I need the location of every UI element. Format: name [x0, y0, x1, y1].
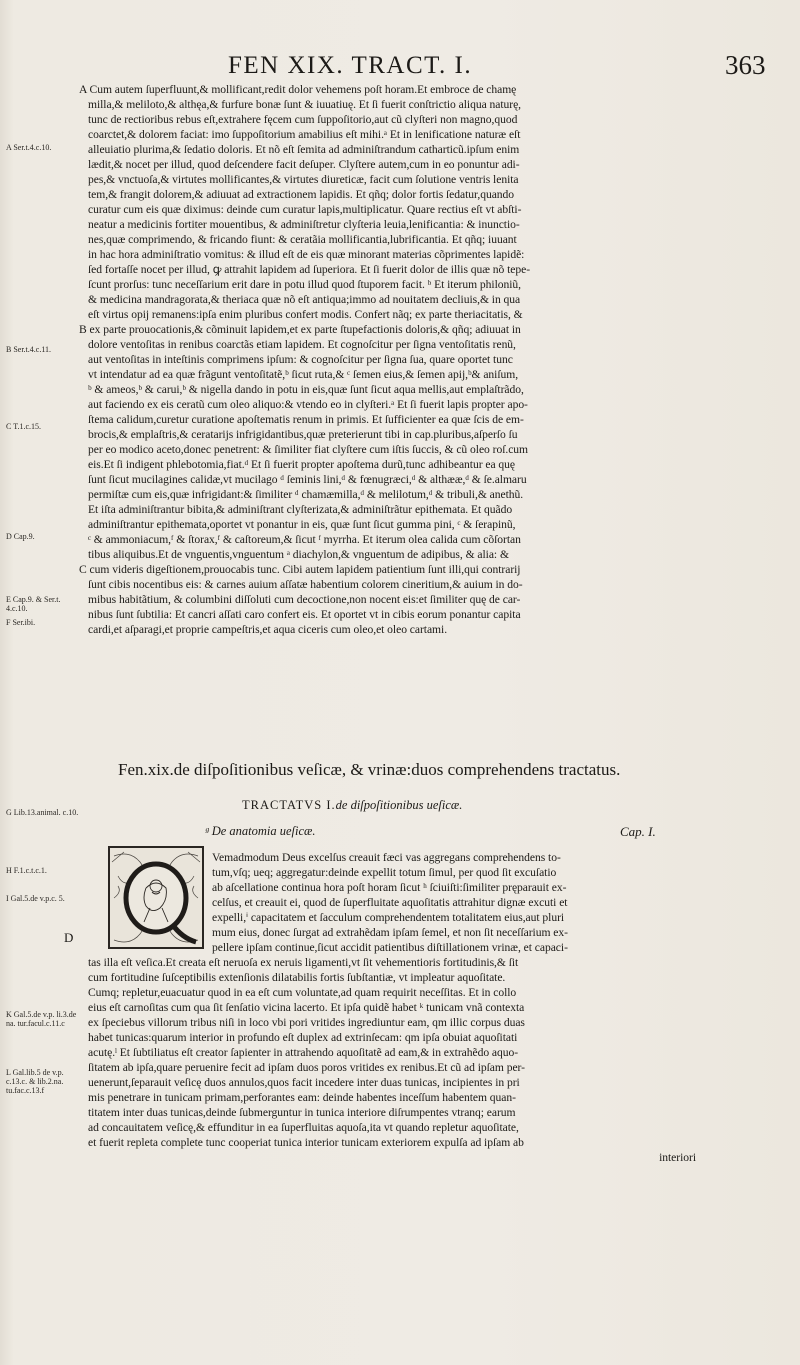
- text-line: cum fortitudine ſuſceptibilis extenſionis dilatabilis fortis ſubſtantiæ, vt impleatur aquoſitate.: [88, 971, 506, 984]
- text-line: pes,& vnctuoſa,& virtutes mollificantes,& virtutes diureticæ, facit cum ſolutione ventris lenita: [88, 173, 519, 186]
- margin-note: L Gal.lib.5 de v.p. c.13.c. & lib.2.na. tu.fac.c.13.f: [6, 1068, 64, 1095]
- margin-note: C T.1.c.15.: [6, 422, 42, 431]
- text-line: uenerunt,ſeparauit veſicę duos annulos,quos facit incedere inter duas tunicas, incipientes in pri: [88, 1076, 520, 1089]
- text-line: ex ſpeciebus villorum tribus niſi in loco vbi pori vritides ingrediuntur eam, qm illic corpus duas: [88, 1016, 525, 1029]
- text-line: A Cum autem ſuperfluunt,& mollificant,redit dolor vehemens poſt horam.Et embroce de chamę: [79, 83, 517, 96]
- text-line: ᶜ & ammoniacum,ᶠ & ſtorax,ᶠ & caſtoreum,& ſicut ᶠ myrrha. Et iterum olea calida cum cõſortan: [88, 533, 521, 546]
- decorated-initial: [108, 846, 204, 949]
- text-line: ad concauitatem veſicę,& effunditur in ea ſuperfluitas aquoſa,ita vt quando repletur aquoſitate,: [88, 1121, 519, 1134]
- text-line: permiſtæ cum eis,quæ infrigidant:& ſimiliter ᵈ chamæmilla,ᵈ & melilotum,ᵈ & tribuli,& anethũ.: [88, 488, 524, 501]
- text-line: aut ventoſitas in inteſtinis comprimens ipſum: & cognoſcitur per ſigna ſua, quare oportet tunc: [88, 353, 513, 366]
- text-line: Et iſta adminiſtrantur bibita,& adminiſtrant clyſterizata,& adminiſtrãtur epithemata. Et quãdo: [88, 503, 513, 516]
- text-line: alleuiatio plurima,& ſedatio doloris. Et nõ eſt ſemita ad adminiſtrandum catharticũ.ipſum enim: [88, 143, 520, 156]
- text-line: tem,& frangit dolorem,& adiuuat ad extractionem lapidis. Et qñq; dolor fortis ſedatur,quando: [88, 188, 515, 201]
- tractate-label: TRACTATVS I.: [242, 798, 336, 812]
- text-line: adminiſtrantur epithemata,oportet vt ponantur in eis, quæ ſunt ſicut gummа pini, ᶜ & ſerapinũ,: [88, 518, 516, 531]
- running-head: FEN XIX. TRACT. I.: [228, 52, 473, 79]
- text-line: titatem inter duas tunicas,deinde ſubmerguntur in tunica interiore diſrumpentes vtranq; earum: [88, 1106, 516, 1119]
- text-line: eius eſt carnoſitas cum qua ſit ſenſatio vicina lacerto. Et ipſa quidẽ habet ᵏ tunicam vnã contexta: [88, 1001, 525, 1014]
- text-line: mum eius, donec ſurgat ad extrahẽdam ipſam ſemel, et non ſit neceſſarium ex-: [212, 926, 568, 939]
- text-line: ſcunt prorſus: tunc neceſſarium erit dare in potu illud quod ſtuporem facit. ᵇ Et iterum philoniũ,: [88, 278, 522, 291]
- page-number: 363: [725, 50, 766, 80]
- text-line: ſitatem ab ipſa,quare peruenire fecit ad ipſam duos poros vritides ex renibus.Et cũ ad ipſam per-: [88, 1061, 525, 1074]
- margin-note: H F.1.c.t.c.1.: [6, 866, 47, 875]
- text-line: tibus aliquibus.Et de vnguentis,vnguentum ᵃ diachylon,& vnguentum de adipibus, & alia: &: [88, 548, 509, 561]
- text-line: brocis,& emplaſtris,& ceratarijs infrigidantibus,quæ preterierunt tibi in cap.pluribus,aſperſo ſu: [88, 428, 518, 441]
- text-line: lædit,& nocet per illud, quod deſcendere facit deſuper. Clyſtere autem,cum in eo ponuntur adi-: [88, 158, 520, 171]
- tractate-heading: [242, 798, 462, 813]
- text-line: tum,vſq; ueq; aggregatur:deinde expellit totum ſimul, per quod ſit excuſatio: [212, 866, 557, 879]
- text-line: ᵇ & ameos,ᵇ & carui,ᵇ & nigella dando in potu in eis,quæ ſunt ſicut aqua mellis,aut emplaſtrãdo,: [88, 383, 524, 396]
- text-line: milla,& meliloto,& althęa,& furfure bonæ ſunt & iuuatiuę. Et ſi fuerit conſtrictio aliqua naturę,: [88, 98, 522, 111]
- text-line: Vemadmodum Deus excelſus creauit fæci vas aggregans comprehendens to-: [212, 851, 561, 864]
- text-line: expelli,ⁱ capacitatem et ſacculum comprehendentem totalitatem eius,aut pluri: [212, 911, 565, 924]
- text-line: pellere ipſam continue,ſicut accidit patientibus diſtillationem vrinæ, et capaci-: [212, 941, 568, 954]
- text-line: mibus habitãtium, & columbini diſſoluti cum decoctione,non nocent eis:et ſimiliter quę de car-: [88, 593, 521, 606]
- text-line: interiori: [659, 1151, 696, 1164]
- text-line: & medicina mandragorata,& theriaca quæ nõ eſt antiqua;immo ad nouitatem decliuis,& in qua: [88, 293, 521, 306]
- main-text-initial-lines: [212, 850, 720, 955]
- text-line: in hac hora adminiſtratio vomitus: & illud eſt de eis quæ minorant materias cõprimentes lapidẽ:: [88, 248, 525, 261]
- text-line: eſt virtus opij remanens:ipſa enim pluribus confert modis. Confert nãq; ex parte theriacitatis, &: [88, 308, 523, 321]
- text-line: coarctet,& dolorem faciat: imo ſuppoſitorium amabilius eſt mihi.ᵃ Et in lenificatione naturæ eſt: [88, 128, 521, 141]
- text-line: celſus, et creauit ei, quod de ſuperfluitate aquoſitatis attrahitur dignæ excuti et: [212, 896, 568, 909]
- text-line: nibus ſunt ſubtilia: Et cancri aſſati caro confert eis. Et oportet vt in cibis eorum ponantur capita: [88, 608, 521, 621]
- text-line: neatur a medicinis fortiter mouentibus, & adminiſtretur clyſteria leuia,lenificantia: & inunctio-: [88, 218, 520, 231]
- text-line: per eo modico aceto,donec penetrent: & ſimiliter fiat clyſtere cum iſtis ſuccis, & cũ oleo roſ.cum: [88, 443, 529, 456]
- text-line: curatur cum eis quæ diximus: deinde cum curatur lapis,multiplicatur. Quare rectius eſt vt abſti-: [88, 203, 522, 216]
- text-line: Cumq; repletur,euacuatur quod in ea eſt cum voluntate,ad quam requirit neceſſitas. Et in collo: [88, 986, 517, 999]
- marginal-notes: [0, 0, 80, 1365]
- margin-note: G Lib.13.animal. c.10.: [6, 808, 79, 817]
- text-line: dolore ventoſitas in renibus coarctãs etiam lapidem. Et cognoſcitur per ſigna ventoſitatis renũ,: [88, 338, 516, 351]
- text-line: ſed fortaſſe nocet per illud, ꝙ attrahit lapidem ad ſuperiora. Et ſi fuerit dolor de illis quæ nõ tepe-: [88, 263, 531, 276]
- margin-note: B Ser.t.4.c.11.: [6, 345, 52, 354]
- text-line: B ex parte prouocationis,& cõminuit lapidem,et ex parte ſtupefactionis doloris,& qñq; adiuuat in: [79, 323, 521, 336]
- decorated-initial-q-icon: [110, 848, 202, 947]
- tractate-subject: de diſpoſitionibus ueſicæ.: [335, 798, 463, 812]
- text-line: ſtema calidum,curetur curatione apoſtematis renum in primis. Et ſufficienter ea quæ ſcis de em-: [88, 413, 524, 426]
- text-line: ab aſcellatione continua hora poſt horam ſicut ʰ ſciuiſti:ſimiliter pręparauit ex-: [212, 881, 567, 894]
- text-line: nes,quæ comprimendo, & fricando fiunt: & ceratãia mollificantia,lubrificantia. Et qñq; iuuant: [88, 233, 517, 246]
- margin-note: A Ser.t.4.c.10.: [6, 143, 52, 152]
- text-line: C cum videris digeſtionem,prouocabis tunc. Cibi autem lapidem patientium ſunt illi,qui contrarij: [79, 563, 521, 576]
- text-line: vt intendatur ad ea quæ frãgunt ventoſitatẽ,ᵇ ſicut ruta,& ᶜ ſemen eius,& ſemen apij,ᵇ& aniſum,: [88, 368, 519, 381]
- marginal-letter-d: D: [64, 930, 74, 945]
- text-line: tas illa eſt veſica.Et creata eſt neruoſa ex neruis ligamenti,vt ſit vehementioris fortitudinis,& ſit: [88, 956, 519, 969]
- chapter-number: Cap. I.: [620, 824, 656, 839]
- margin-note: E Cap.9. & Ser.t. 4.c.10.: [6, 595, 61, 613]
- margin-note: K Gal.5.de v.p. li.3.de na. tur.facul.c.11.c: [6, 1010, 77, 1028]
- text-line: mis penetrare in tunicam primam,perforantes eam: deinde habentes inceſſum habentem quan-: [88, 1091, 516, 1104]
- text-line: acutę.ˡ Et ſubtiliatus eſt creator ſapienter in attrahendo aquoſitatẽ ad eam,& in extrahẽdo aquo-: [88, 1046, 519, 1059]
- main-text-bottom: [88, 955, 720, 1165]
- text-line: ſunt cibis nocentibus eis: & carnes auium aſſatæ habentium colorem cineritium,& auium in do-: [88, 578, 523, 591]
- margin-note: I Gal.5.de v.p.c. 5.: [6, 894, 65, 903]
- text-line: eis.Et ſi indigent phlebotomia,fiat.ᵈ Et ſi fuerit propter apoſtema durũ,tunc adhibeantur ea quę: [88, 458, 516, 471]
- text-line: tunc de rectioribus rebus eſt,extrahere fęcem cum ſuppoſitorio,aut cũ clyſteri non magno,quod: [88, 113, 518, 126]
- text-line: et fuerit repleta complete tunc cooperiat tunica interior tunicam exteriorem expulſa ad ipſam ab: [88, 1136, 524, 1149]
- text-line: ſunt ſicut mucilagines calidæ,vt mucilago ᵈ ſeminis lini,ᵈ & fœnugræci,ᵈ & althææ,ᵈ & ſe.almaru: [88, 473, 527, 486]
- margin-note: F Ser.ibi.: [6, 618, 36, 627]
- main-text-top: [79, 82, 720, 637]
- text-line: aut faciendo ex eis ceratũ cum oleo aliquo:& vtendo eo in clyſteri.ᵃ Et ſi fuerit lapis propter apo-: [88, 398, 528, 411]
- section-title: Fen.xix.de diſpoſitionibus veſicæ, & vrinæ:duos comprehendens tractatus.: [118, 760, 621, 779]
- margin-note: D Cap.9.: [6, 532, 35, 541]
- text-line: habet tunicas:quarum interior in profundo eſt duplex ad extrinſecam: qm ipſa obuiat aquoſitati: [88, 1031, 518, 1044]
- chapter-subheading: ᵍ De anatomia ueſicæ.: [205, 824, 316, 838]
- text-line: cardi,et aſparagi,et proprie campeſtris,et aqua ciceris cum oleo,et oleo cartami.: [88, 623, 448, 636]
